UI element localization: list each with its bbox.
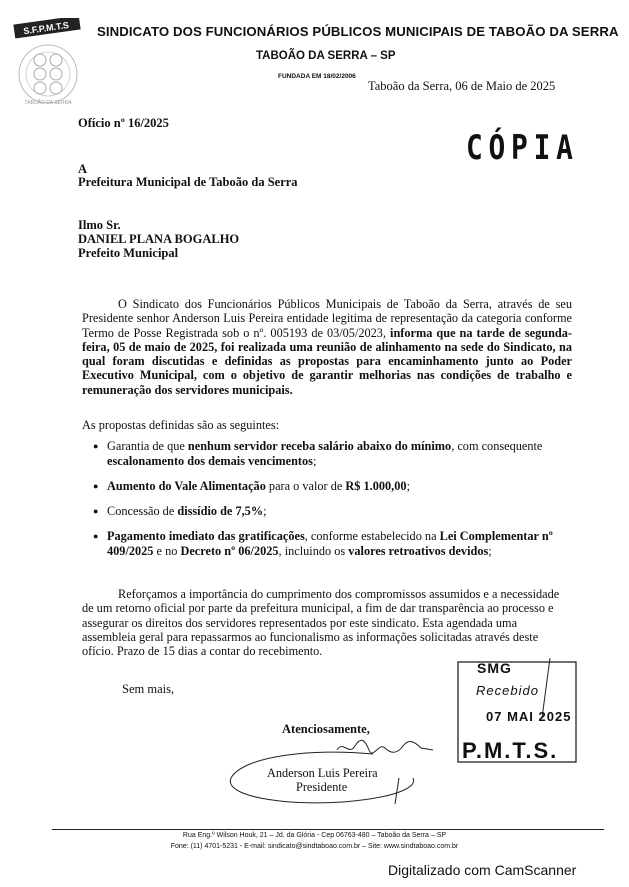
- logo-text: S.F.P.M.T.S: [22, 19, 70, 37]
- addressee-organization: Prefeitura Municipal de Taboão da Serra: [78, 175, 298, 189]
- stamp-org: P.M.T.S.: [462, 738, 559, 763]
- footer-contact: Fone: (11) 4701-5231 - E-mail: sindicato@sindtaboao.com.br – Site: www.sindtaboao.com.br: [170, 843, 459, 850]
- stamp-received-label: Recebido: [476, 683, 539, 698]
- list-item: ● Pagamento imediato das gratificações, conforme estabelecido na Lei Complementar nº 409/2025 e no Decreto nº 06/2025, incluindo os valores retroativos devidos;: [107, 529, 555, 559]
- copia-stamp: CÓPIA: [466, 128, 579, 168]
- letter-date: Taboão da Serra, 06 de Maio de 2025: [368, 79, 556, 93]
- oficio-number: Ofício nº 16/2025: [78, 116, 169, 130]
- list-item: ● Garantia de que nenhum servidor receba salário abaixo do mínimo, com consequente escalonamento dos demais vencimentos;: [107, 439, 555, 469]
- stamp-department: SMG: [477, 660, 512, 676]
- addressee-salutation: Ilmo Sr.: [78, 218, 121, 232]
- union-logo: [10, 18, 90, 106]
- addressee-name: DANIEL PLANA BOGALHO: [78, 232, 240, 246]
- founded-date: FUNDADA EM 18/02/2006: [278, 73, 356, 80]
- list-item: ● Aumento do Vale Alimentação para o valor de R$ 1.000,00;: [107, 479, 555, 494]
- logo-ring-text: TABOÃO DA SERRA: [24, 100, 72, 106]
- closing-regards: Atenciosamente,: [282, 722, 370, 736]
- addressee-role: Prefeito Municipal: [78, 246, 179, 260]
- p1-normal: O Sindicato dos Funcionários Públicos Municipais de Taboão da Serra, através de seu Presidente senhor Anderson Luis Pereira entidade legitima de representação da categoria conforme Termo de Posse Registrada sob o nº. 005193 de 03/05/2023,: [82, 297, 572, 340]
- footer-divider: [52, 829, 604, 830]
- closing-phrase: Sem mais,: [122, 682, 175, 696]
- p1-bold: informa que na tarde de segunda-feira, 05 de maio de 2025, foi realizada uma reunião de alinhamento na sede do Sindicato, na qual foram discutidas e definidas as propostas para encaminhamento junto ao Poder Executivo Municipal, com o objetivo de garantir melhorias nas condições de trabalho e remuneração dos servidores municipais.: [82, 325, 572, 397]
- body-paragraph-2: Reforçamos a importância do cumprimento dos compromissos assumidos e a necessidade de um retorno oficial por parte da prefeitura municipal, a fim de dar transparência ao processo e assegurar os direitos dos servidores representados por este sindicato. Esta agendada uma assembleia geral para repassarmos ao funcionalismo as informações solicitadas através deste ofício. Prazo de 15 dias a contar do recebimento.: [82, 587, 560, 659]
- proposals-list: [107, 439, 555, 569]
- union-name-title: SINDICATO DOS FUNCIONÁRIOS PÚBLICOS MUNICIPAIS DE TABOÃO DA SERRA: [97, 24, 619, 39]
- scanner-watermark: Digitalizado com CamScanner: [388, 862, 577, 878]
- stamp-date: 07 MAI 2025: [486, 709, 572, 724]
- proposals-intro: As propostas definidas são as seguintes:: [82, 418, 280, 432]
- footer-address: Rua Eng.º Wilson Houk, 21 – Jd. da Glória - Cep 06763-480 – Taboão da Serra – SP: [182, 832, 447, 839]
- header-city: TABOÃO DA SERRA – SP: [256, 50, 396, 62]
- body-paragraph-1: [82, 297, 572, 397]
- signer-name: Anderson Luis Pereira: [267, 766, 378, 780]
- addressee-prefix: A: [78, 162, 88, 176]
- signer-role: Presidente: [296, 780, 348, 794]
- list-item: ● Concessão de dissídio de 7,5%;: [107, 504, 555, 519]
